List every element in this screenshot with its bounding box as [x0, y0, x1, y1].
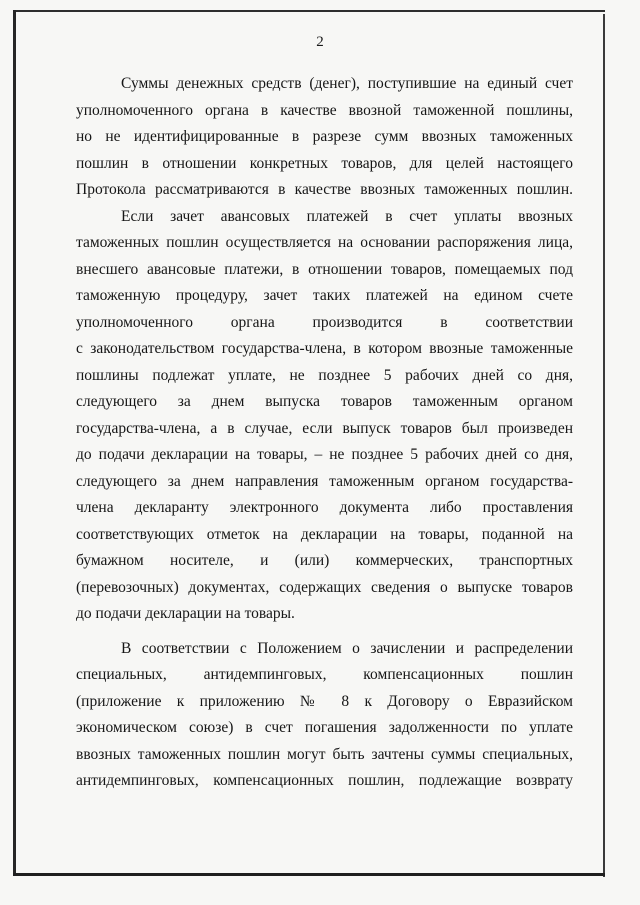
text-line: (перевозочных) документах, содержащих сведения о выпуске товаров [76, 578, 573, 596]
text-line: до подачи декларации на товары. [76, 605, 295, 622]
text-line: (приложение к приложению № 8 к Договору о Евразийском [76, 692, 573, 710]
text-line: Протокола рассматриваются в качестве ввозных таможенных пошлин. [76, 181, 573, 198]
text-line: внесшего авансовые платежи, в отношении товаров, помещаемых под [76, 260, 573, 278]
text-line: Суммы денежных средств (денег), поступившие на единый счет [121, 75, 573, 92]
text-line: бумажном носителе, и (или) коммерческих, транспортных [76, 552, 573, 569]
page-border-left [13, 10, 16, 875]
text-line: Если зачет авансовых платежей в счет уплаты ввозных [121, 207, 573, 225]
page-border-top [13, 10, 605, 12]
text-line: ввозных таможенных пошлин могут быть зачтены суммы специальных, [76, 745, 573, 763]
text-line: следующего за днем выпуска товаров таможенным органом [76, 393, 573, 410]
text-line: пошлин в отношении конкретных товаров, для целей настоящего [76, 154, 573, 172]
text-line: антидемпинговых, компенсационных пошлин, подлежащие возврату [76, 772, 573, 789]
text-line: члена декларанту электронного документа либо проставления [76, 499, 573, 516]
document-body [76, 71, 573, 795]
text-line: экономическом союзе) в счет погашения задолженности по уплате [76, 719, 573, 736]
paragraph-2 [76, 204, 573, 628]
text-line: специальных, антидемпинговых, компенсационных пошлин [76, 666, 573, 683]
text-line: таможенную процедуру, зачет таких платежей на едином счете [76, 287, 573, 304]
text-line: следующего за днем направления таможенным органом государства- [76, 472, 573, 490]
text-line: соответствующих отметок на декларации на товары, поданной на [76, 525, 573, 543]
paragraph-1 [76, 71, 573, 204]
page-border-bottom [13, 873, 605, 876]
page-border-right [603, 14, 605, 877]
text-line: до подачи декларации на товары, – не позднее 5 рабочих дней со дня, [76, 446, 573, 463]
text-line: уполномоченного органа в качестве ввозной таможенной пошлины, [76, 101, 573, 119]
text-line: государства-члена, а в случае, если выпуск товаров был произведен [76, 419, 573, 437]
page-number: 2 [316, 34, 324, 50]
text-line: пошлины подлежат уплате, не позднее 5 рабочих дней со дня, [76, 366, 573, 384]
text-line: таможенных пошлин осуществляется на основании распоряжения лица, [76, 234, 573, 251]
text-line: с законодательством государства-члена, в котором ввозные таможенные [76, 340, 573, 357]
paragraph-3 [76, 636, 573, 795]
text-line: но не идентифицированные в разрезе сумм ввозных таможенных [76, 128, 573, 145]
text-line: уполномоченного органа производится в соответствии [76, 313, 573, 331]
text-line: В соответствии с Положением о зачислении и распределении [121, 639, 573, 657]
paragraph-spacer [76, 628, 573, 636]
